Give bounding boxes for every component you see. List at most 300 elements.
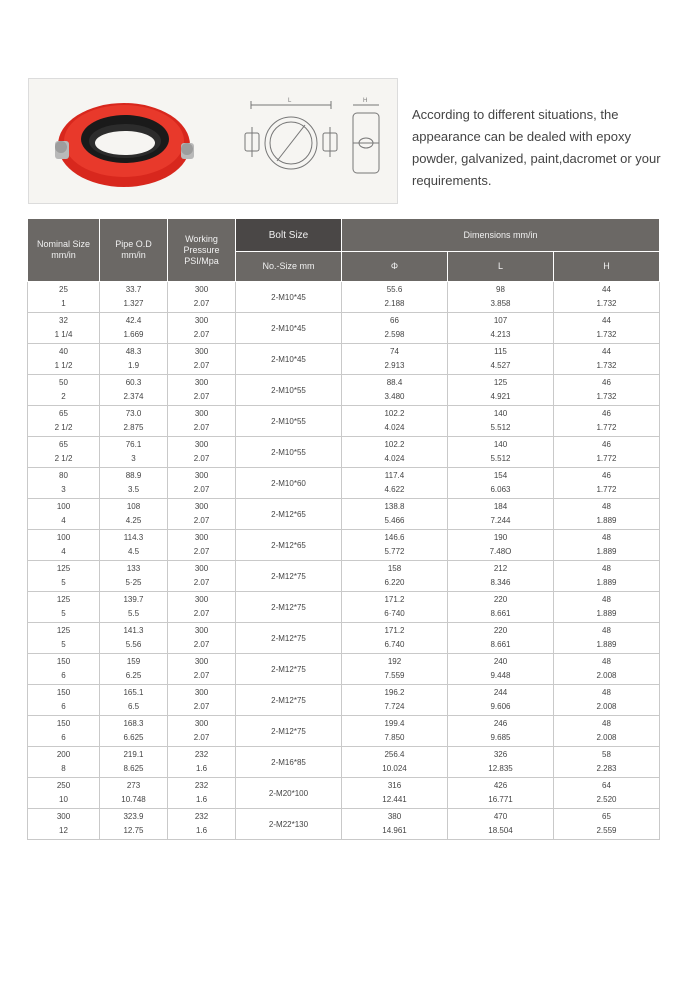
working-pressure-cell-imperial: 2.07: [193, 702, 210, 711]
phi-cell: [342, 623, 448, 654]
working-pressure-cell-imperial: 1.6: [195, 826, 208, 835]
working-pressure-cell: [168, 592, 236, 623]
working-pressure-cell: [168, 716, 236, 747]
pipe-od-cell: [100, 654, 168, 685]
phi-cell-imperial: 4.622: [384, 485, 405, 494]
nominal-size-cell-metric: 65: [59, 440, 68, 449]
pipe-od-cell-metric: 33.7: [125, 285, 142, 294]
l-cell-metric: 470: [493, 812, 508, 821]
l-cell: [448, 406, 554, 437]
working-pressure-cell-metric: 300: [194, 502, 209, 511]
l-cell-imperial: 9.606: [490, 702, 511, 711]
pipe-od-cell-imperial: 2.875: [123, 423, 144, 432]
bolt-size-cell: 2-M12*75: [236, 623, 342, 654]
table-row: [28, 778, 660, 809]
l-cell-metric: 140: [493, 409, 508, 418]
l-cell-imperial: 3.858: [490, 299, 511, 308]
h-cell: [554, 313, 660, 344]
table-row: [28, 313, 660, 344]
h-cell-metric: 46: [602, 471, 611, 480]
h-cell-metric: 48: [602, 533, 611, 542]
nominal-size-cell-imperial: 4: [61, 547, 66, 556]
pipe-od-cell-metric: 88.9: [125, 471, 142, 480]
phi-cell: [342, 406, 448, 437]
l-cell-imperial: 12.835: [488, 764, 513, 773]
h-cell-imperial: 1.732: [596, 392, 617, 401]
l-cell-metric: 244: [493, 688, 508, 697]
pipe-od-cell-imperial: 5.5: [127, 609, 140, 618]
h-cell-imperial: 1.732: [596, 361, 617, 370]
l-cell-imperial: 6.063: [490, 485, 511, 494]
l-cell-imperial: 4.921: [490, 392, 511, 401]
working-pressure-cell: [168, 313, 236, 344]
working-pressure-cell-imperial: 2.07: [193, 578, 210, 587]
nominal-size-cell-metric: 25: [59, 285, 68, 294]
nominal-size-cell: [28, 499, 100, 530]
l-cell: [448, 282, 554, 313]
pipe-od-cell-metric: 168.3: [123, 719, 144, 728]
l-cell-imperial: 5.512: [490, 454, 511, 463]
phi-cell-imperial: 5.772: [384, 547, 405, 556]
l-cell-imperial: 4.527: [490, 361, 511, 370]
nominal-size-cell: [28, 406, 100, 437]
pipe-od-cell: [100, 561, 168, 592]
pipe-od-cell-imperial: 5.56: [125, 640, 142, 649]
h-cell-imperial: 2.283: [596, 764, 617, 773]
working-pressure-cell-imperial: 2.07: [193, 547, 210, 556]
l-cell: [448, 623, 554, 654]
spec-table-body: [28, 282, 660, 840]
nominal-size-cell: [28, 530, 100, 561]
nominal-size-cell: [28, 437, 100, 468]
pipe-od-cell-metric: 60.3: [125, 378, 142, 387]
h-cell: [554, 344, 660, 375]
pipe-od-cell-metric: 323.9: [123, 812, 144, 821]
l-cell-metric: 98: [496, 285, 505, 294]
h-cell-metric: 48: [602, 502, 611, 511]
nominal-size-cell-metric: 80: [59, 471, 68, 480]
l-cell-metric: 107: [493, 316, 508, 325]
working-pressure-cell-metric: 300: [194, 347, 209, 356]
pipe-od-cell-imperial: 4.5: [127, 547, 140, 556]
working-pressure-cell-metric: 300: [194, 595, 209, 604]
phi-cell-metric: 199.4: [384, 719, 405, 728]
nominal-size-cell: [28, 561, 100, 592]
bolt-size-cell: 2-M12*65: [236, 499, 342, 530]
phi-cell-metric: 158: [387, 564, 402, 573]
pipe-od-cell: [100, 778, 168, 809]
pipe-od-cell-imperial: 6.5: [127, 702, 140, 711]
nominal-size-cell: [28, 747, 100, 778]
table-row: [28, 468, 660, 499]
h-cell-metric: 64: [602, 781, 611, 790]
l-cell-imperial: 9.448: [490, 671, 511, 680]
header-h: H: [554, 252, 660, 282]
working-pressure-cell: [168, 437, 236, 468]
phi-cell-imperial: 5.466: [384, 516, 405, 525]
nominal-size-cell-imperial: 8: [61, 764, 66, 773]
nominal-size-cell: [28, 685, 100, 716]
bolt-size-cell: 2-M12*65: [236, 530, 342, 561]
working-pressure-cell: [168, 778, 236, 809]
nominal-size-cell-imperial: 5: [61, 640, 66, 649]
pipe-od-cell: [100, 530, 168, 561]
l-cell-metric: 190: [493, 533, 508, 542]
pipe-od-cell-imperial: 8.625: [123, 764, 144, 773]
nominal-size-cell-imperial: 2: [61, 392, 66, 401]
pipe-od-cell-metric: 133: [126, 564, 141, 573]
phi-cell-metric: 192: [387, 657, 402, 666]
l-cell-imperial: 7.244: [490, 516, 511, 525]
coupling-photo: [55, 103, 194, 187]
nominal-size-cell-metric: 125: [56, 626, 71, 635]
bolt-size-cell: 2-M10*45: [236, 282, 342, 313]
h-cell: [554, 809, 660, 840]
l-cell-imperial: 8.661: [490, 640, 511, 649]
phi-cell-imperial: 4.024: [384, 454, 405, 463]
working-pressure-cell-imperial: 2.07: [193, 423, 210, 432]
working-pressure-cell-metric: 300: [194, 719, 209, 728]
table-row: [28, 592, 660, 623]
working-pressure-cell-metric: 300: [194, 285, 209, 294]
h-cell-metric: 46: [602, 440, 611, 449]
spec-table: [27, 218, 660, 840]
pipe-od-cell: [100, 747, 168, 778]
dimension-label-l: L: [288, 98, 292, 104]
pipe-od-cell: [100, 406, 168, 437]
h-cell-imperial: 1.889: [596, 609, 617, 618]
l-cell: [448, 654, 554, 685]
h-cell-imperial: 2.520: [596, 795, 617, 804]
nominal-size-cell: [28, 809, 100, 840]
nominal-size-cell-metric: 100: [56, 533, 71, 542]
l-cell: [448, 344, 554, 375]
phi-cell-metric: 102.2: [384, 409, 405, 418]
phi-cell-imperial: 6·740: [384, 609, 405, 618]
nominal-size-cell-imperial: 5: [61, 578, 66, 587]
phi-cell-imperial: 7.559: [384, 671, 405, 680]
l-cell: [448, 747, 554, 778]
bolt-size-cell: 2-M22*130: [236, 809, 342, 840]
phi-cell-imperial: 14.961: [382, 826, 407, 835]
table-row: [28, 344, 660, 375]
phi-cell: [342, 282, 448, 313]
pipe-od-cell-imperial: 6.625: [123, 733, 144, 742]
nominal-size-cell: [28, 375, 100, 406]
l-cell-imperial: 5.512: [490, 423, 511, 432]
table-row: [28, 406, 660, 437]
bolt-size-cell: 2-M16*85: [236, 747, 342, 778]
bolt-size-cell: 2-M12*75: [236, 654, 342, 685]
dimension-label-h: H: [363, 98, 368, 104]
nominal-size-cell-metric: 300: [56, 812, 71, 821]
h-cell: [554, 561, 660, 592]
phi-cell: [342, 468, 448, 499]
h-cell-metric: 46: [602, 378, 611, 387]
working-pressure-cell-imperial: 2.07: [193, 485, 210, 494]
nominal-size-cell-metric: 100: [56, 502, 71, 511]
phi-cell-metric: 102.2: [384, 440, 405, 449]
working-pressure-cell: [168, 406, 236, 437]
pipe-od-cell-metric: 219.1: [123, 750, 144, 759]
l-cell: [448, 592, 554, 623]
h-cell-imperial: 1.889: [596, 547, 617, 556]
nominal-size-cell-imperial: 12: [59, 826, 68, 835]
l-cell: [448, 499, 554, 530]
h-cell-metric: 48: [602, 719, 611, 728]
phi-cell-imperial: 2.913: [384, 361, 405, 370]
phi-cell-metric: 117.4: [384, 471, 405, 480]
l-cell-metric: 184: [493, 502, 508, 511]
h-cell-imperial: 1.732: [596, 330, 617, 339]
l-cell: [448, 530, 554, 561]
pipe-od-cell-metric: 108: [126, 502, 141, 511]
working-pressure-cell: [168, 530, 236, 561]
phi-cell-imperial: 3.480: [384, 392, 405, 401]
working-pressure-cell: [168, 654, 236, 685]
phi-cell: [342, 747, 448, 778]
phi-cell-metric: 256.4: [384, 750, 405, 759]
nominal-size-cell: [28, 716, 100, 747]
pipe-od-cell: [100, 809, 168, 840]
h-cell-metric: 48: [602, 657, 611, 666]
working-pressure-cell: [168, 344, 236, 375]
pipe-od-cell-imperial: 2.374: [123, 392, 144, 401]
l-cell: [448, 437, 554, 468]
phi-cell-metric: 380: [387, 812, 402, 821]
phi-cell: [342, 716, 448, 747]
l-cell-metric: 326: [493, 750, 508, 759]
working-pressure-cell-imperial: 1.6: [195, 795, 208, 804]
nominal-size-cell-metric: 150: [56, 719, 71, 728]
header-l: L: [448, 252, 554, 282]
l-cell-imperial: 9.685: [490, 733, 511, 742]
working-pressure-cell: [168, 623, 236, 654]
h-cell: [554, 747, 660, 778]
table-row: [28, 716, 660, 747]
table-row: [28, 747, 660, 778]
table-row: [28, 530, 660, 561]
pipe-od-cell-imperial: 4.25: [125, 516, 142, 525]
phi-cell-metric: 66: [390, 316, 399, 325]
nominal-size-cell-metric: 50: [59, 378, 68, 387]
bolt-size-cell: 2-M20*100: [236, 778, 342, 809]
phi-cell: [342, 809, 448, 840]
l-cell-metric: 125: [493, 378, 508, 387]
h-cell-metric: 44: [602, 316, 611, 325]
nominal-size-cell-imperial: 2 1/2: [54, 423, 73, 432]
l-cell-metric: 212: [493, 564, 508, 573]
phi-cell-metric: 55.6: [386, 285, 403, 294]
l-cell-imperial: 4.213: [490, 330, 511, 339]
working-pressure-cell-imperial: 1.6: [195, 764, 208, 773]
phi-cell: [342, 437, 448, 468]
working-pressure-cell-imperial: 2.07: [193, 516, 210, 525]
nominal-size-cell: [28, 623, 100, 654]
pipe-od-cell-metric: 141.3: [123, 626, 144, 635]
h-cell-imperial: 2.559: [596, 826, 617, 835]
bolt-size-cell: 2-M10*45: [236, 313, 342, 344]
working-pressure-cell-imperial: 2.07: [193, 609, 210, 618]
bolt-size-cell: 2-M10*55: [236, 437, 342, 468]
h-cell: [554, 685, 660, 716]
phi-cell-imperial: 7.724: [384, 702, 405, 711]
product-image-panel: [28, 78, 398, 204]
pipe-od-cell-metric: 139.7: [123, 595, 144, 604]
table-row: [28, 561, 660, 592]
table-row: [28, 375, 660, 406]
h-cell: [554, 623, 660, 654]
working-pressure-cell-metric: 232: [194, 750, 209, 759]
phi-cell-metric: 138.8: [384, 502, 405, 511]
header-phi: Φ: [342, 252, 448, 282]
nominal-size-cell: [28, 344, 100, 375]
nominal-size-cell-imperial: 10: [59, 795, 68, 804]
finish-description: According to different situations, the appearance can be dealed with epoxy powder, galvanized, paint,dacromet or your requirements.: [412, 107, 661, 188]
phi-cell: [342, 778, 448, 809]
l-cell: [448, 685, 554, 716]
working-pressure-cell-imperial: 2.07: [193, 733, 210, 742]
phi-cell-metric: 74: [390, 347, 399, 356]
phi-cell-metric: 146.6: [384, 533, 405, 542]
pipe-od-cell-imperial: 10.748: [121, 795, 146, 804]
nominal-size-cell-imperial: 2 1/2: [54, 454, 73, 463]
nominal-size-cell-imperial: 5: [61, 609, 66, 618]
l-cell: [448, 561, 554, 592]
pipe-od-cell: [100, 623, 168, 654]
h-cell: [554, 406, 660, 437]
bolt-size-cell: 2-M12*75: [236, 592, 342, 623]
l-cell: [448, 313, 554, 344]
table-row: [28, 654, 660, 685]
l-cell: [448, 716, 554, 747]
nominal-size-cell: [28, 778, 100, 809]
l-cell-metric: 115: [494, 347, 507, 356]
pipe-od-cell-metric: 42.4: [125, 316, 142, 325]
working-pressure-cell: [168, 468, 236, 499]
phi-cell: [342, 530, 448, 561]
h-cell-imperial: 1.772: [596, 485, 617, 494]
h-cell-imperial: 1.889: [596, 640, 617, 649]
nominal-size-cell-imperial: 4: [61, 516, 66, 525]
l-cell-metric: 246: [493, 719, 508, 728]
nominal-size-cell-imperial: 1: [61, 299, 66, 308]
working-pressure-cell-metric: 300: [194, 657, 209, 666]
phi-cell-metric: 316: [387, 781, 402, 790]
h-cell-metric: 65: [602, 812, 611, 821]
pipe-od-cell: [100, 313, 168, 344]
h-cell-metric: 46: [602, 409, 611, 418]
h-cell-metric: 48: [602, 595, 611, 604]
header-bolt-size: Bolt Size: [236, 219, 342, 252]
h-cell-metric: 48: [602, 564, 611, 573]
working-pressure-cell: [168, 282, 236, 313]
l-cell-imperial: 16.771: [488, 795, 513, 804]
nominal-size-cell-metric: 150: [56, 657, 71, 666]
pipe-od-cell: [100, 344, 168, 375]
pipe-od-cell: [100, 437, 168, 468]
pipe-od-cell: [100, 685, 168, 716]
working-pressure-cell-metric: 300: [194, 316, 209, 325]
nominal-size-cell-metric: 40: [59, 347, 68, 356]
phi-cell-metric: 196.2: [384, 688, 405, 697]
working-pressure-cell-imperial: 2.07: [193, 299, 210, 308]
phi-cell: [342, 561, 448, 592]
phi-cell: [342, 499, 448, 530]
bolt-size-cell: 2-M10*55: [236, 375, 342, 406]
h-cell: [554, 375, 660, 406]
pipe-od-cell-imperial: 3: [131, 454, 136, 463]
bolt-size-cell: 2-M12*75: [236, 685, 342, 716]
nominal-size-cell-metric: 65: [59, 409, 68, 418]
phi-cell: [342, 654, 448, 685]
working-pressure-cell: [168, 747, 236, 778]
working-pressure-cell: [168, 561, 236, 592]
working-pressure-cell-metric: 232: [194, 812, 209, 821]
h-cell: [554, 716, 660, 747]
pipe-od-cell-imperial: 1.327: [123, 299, 144, 308]
h-cell-imperial: 1.889: [596, 578, 617, 587]
h-cell-imperial: 2.008: [596, 671, 617, 680]
pipe-od-cell-imperial: 12.75: [123, 826, 144, 835]
header-bolt-no-size: No.-Size mm: [236, 252, 342, 282]
phi-cell: [342, 375, 448, 406]
nominal-size-cell-metric: 32: [59, 316, 68, 325]
l-cell-imperial: 8.661: [490, 609, 511, 618]
nominal-size-cell-metric: 200: [56, 750, 71, 759]
table-row: [28, 437, 660, 468]
phi-cell: [342, 685, 448, 716]
product-illustration: [29, 79, 399, 205]
h-cell-imperial: 1.889: [596, 516, 617, 525]
table-row: [28, 499, 660, 530]
phi-cell-imperial: 6.220: [384, 578, 405, 587]
nominal-size-cell-imperial: 6: [61, 671, 66, 680]
pipe-od-cell-metric: 73.0: [125, 409, 142, 418]
table-row: [28, 809, 660, 840]
pipe-od-cell: [100, 499, 168, 530]
table-row: [28, 685, 660, 716]
phi-cell-imperial: 6.740: [384, 640, 405, 649]
pipe-od-cell-imperial: 5·25: [125, 578, 142, 587]
h-cell: [554, 437, 660, 468]
h-cell: [554, 282, 660, 313]
l-cell-metric: 154: [493, 471, 508, 480]
l-cell: [448, 778, 554, 809]
working-pressure-cell-imperial: 2.07: [193, 330, 210, 339]
working-pressure-cell-metric: 300: [194, 688, 209, 697]
h-cell-metric: 58: [602, 750, 611, 759]
working-pressure-cell-metric: 232: [194, 781, 209, 790]
table-row: [28, 282, 660, 313]
phi-cell-imperial: 2.598: [384, 330, 405, 339]
header-nominal-size: Nominal Size mm/in: [28, 219, 100, 282]
h-cell: [554, 530, 660, 561]
pipe-od-cell-imperial: 6.25: [125, 671, 142, 680]
nominal-size-cell: [28, 468, 100, 499]
header-pipe-od: Pipe O.D mm/in: [100, 219, 168, 282]
l-cell-imperial: 18.504: [488, 826, 513, 835]
phi-cell: [342, 592, 448, 623]
nominal-size-cell: [28, 282, 100, 313]
nominal-size-cell-imperial: 1 1/4: [54, 330, 73, 339]
h-cell-imperial: 1.732: [596, 299, 617, 308]
h-cell-metric: 48: [602, 626, 611, 635]
phi-cell-imperial: 10.024: [382, 764, 407, 773]
h-cell-imperial: 2.008: [596, 702, 617, 711]
pipe-od-cell-imperial: 1.9: [127, 361, 140, 370]
h-cell: [554, 468, 660, 499]
